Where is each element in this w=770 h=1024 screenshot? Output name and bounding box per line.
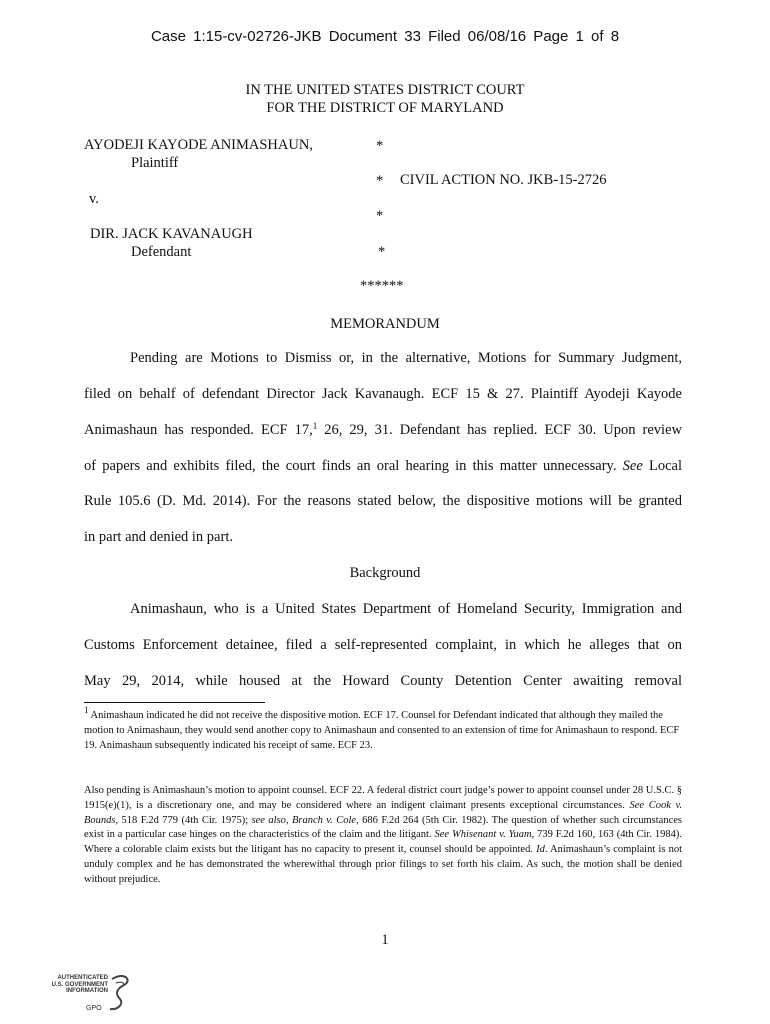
defendant-name: DIR. JACK KAVANAUGH <box>90 226 253 242</box>
eagle-icon <box>40 973 140 1013</box>
document-title: MEMORANDUM <box>330 316 440 332</box>
court-name-line1: IN THE UNITED STATES DISTRICT COURT <box>245 82 525 98</box>
footnote-ref-1: 1 <box>312 421 318 431</box>
paragraph1-line3: Animashaun has responded. ECF 17,$^1$ 26, 29, 31. Defendant has replied. ECF 30. Upon review <box>84 421 682 438</box>
caption-asterisk: * <box>376 173 384 189</box>
paragraph1-line1: Pending are Motions to Dismiss or, in the alternative, Motions for Summary Judgment, <box>130 350 682 366</box>
plaintiff-role: Plaintiff <box>131 155 179 171</box>
svg-text:GPO: GPO <box>86 1005 102 1012</box>
paragraph1-line2: filed on behalf of defendant Director Jack Kavanaugh. ECF 15 & 27. Plaintiff Ayodeji Kayode <box>84 386 682 402</box>
paragraph1-line6: in part and denied in part. <box>84 529 233 545</box>
caption-separator: ****** <box>360 278 404 294</box>
paragraph1-line4: of papers and exhibits filed, the court finds an oral hearing in this matter unnecessary. See Local <box>84 458 682 474</box>
paragraph2-line3: May 29, 2014, while housed at the Howard County Detention Center awaiting removal <box>84 673 682 689</box>
caption-asterisk: * <box>378 244 386 260</box>
defendant-role: Defendant <box>131 244 192 260</box>
paragraph1-line5: Rule 105.6 (D. Md. 2014). For the reasons stated below, the dispositive motions will be granted <box>84 493 682 509</box>
plaintiff-name: AYODEJI KAYODE ANIMASHAUN, <box>84 137 313 153</box>
footnote-marker: 1 <box>84 705 89 715</box>
footnote-continuation: Also pending is Animashaun’s motion to appoint counsel. ECF 22. A federal district court judge’s power to appoint counsel under 28 U.S.C. § 1915(e)(1), is a discretionary one, and may be considered where an indigent claimant presents exceptional circumstances. See Cook v. Bounds, 518 F.2d 779 (4th Cir. 1975); see also, Branch v. Cole, 686 F.2d 264 (5th Cir. 1982). The question of whether such circumstances exist in a particular case hinges on the characteristics of the claim and the litigant. See Whisenant v. Yuam, 739 F.2d 160, 163 (4th Cir. 1984). Where a colorable claim exists but the litigant has no capacity to present it, counsel should be appointed. Id. Animashaun’s complaint is not unduly complex and he has demonstrated the wherewithal through prior filings to set forth his claim. As such, the motion shall be denied without prejudice. <box>84 785 683 885</box>
civil-action-number: CIVIL ACTION NO. JKB-15-2726 <box>400 172 607 188</box>
caption-asterisk: * <box>376 138 384 154</box>
case-header: Case 1:15-cv-02726-JKB Document 33 Filed 06/08/16 Page 1 of 8 <box>150 28 620 45</box>
paragraph2-line2: Customs Enforcement detainee, filed a self-represented complaint, in which he alleges that on <box>84 637 682 653</box>
paragraph2-line1: Animashaun, who is a United States Department of Homeland Security, Immigration and <box>130 601 682 617</box>
court-name-line2: FOR THE DISTRICT OF MARYLAND <box>266 100 504 116</box>
caption-asterisk: * <box>376 208 384 224</box>
page-number: 1 <box>381 932 389 948</box>
gpo-authentication-logo: AUTHENTICATED U.S. GOVERNMENT INFORMATION GPO <box>40 973 140 1013</box>
section-heading: Background <box>349 565 421 581</box>
versus: v. <box>89 191 99 207</box>
footnote-1: $^1$ Animashaun indicated he did not receive the dispositive motion. ECF 17. Counsel for Defendant indicated that although they mailed the motion to Animashaun, they would send another copy to Animashaun and consented to an extension of time for Animashaun to respond. ECF 19. Animashaun subsequently indicated his receipt of same. ECF 23. <box>84 705 680 751</box>
footnote-divider <box>84 702 265 703</box>
